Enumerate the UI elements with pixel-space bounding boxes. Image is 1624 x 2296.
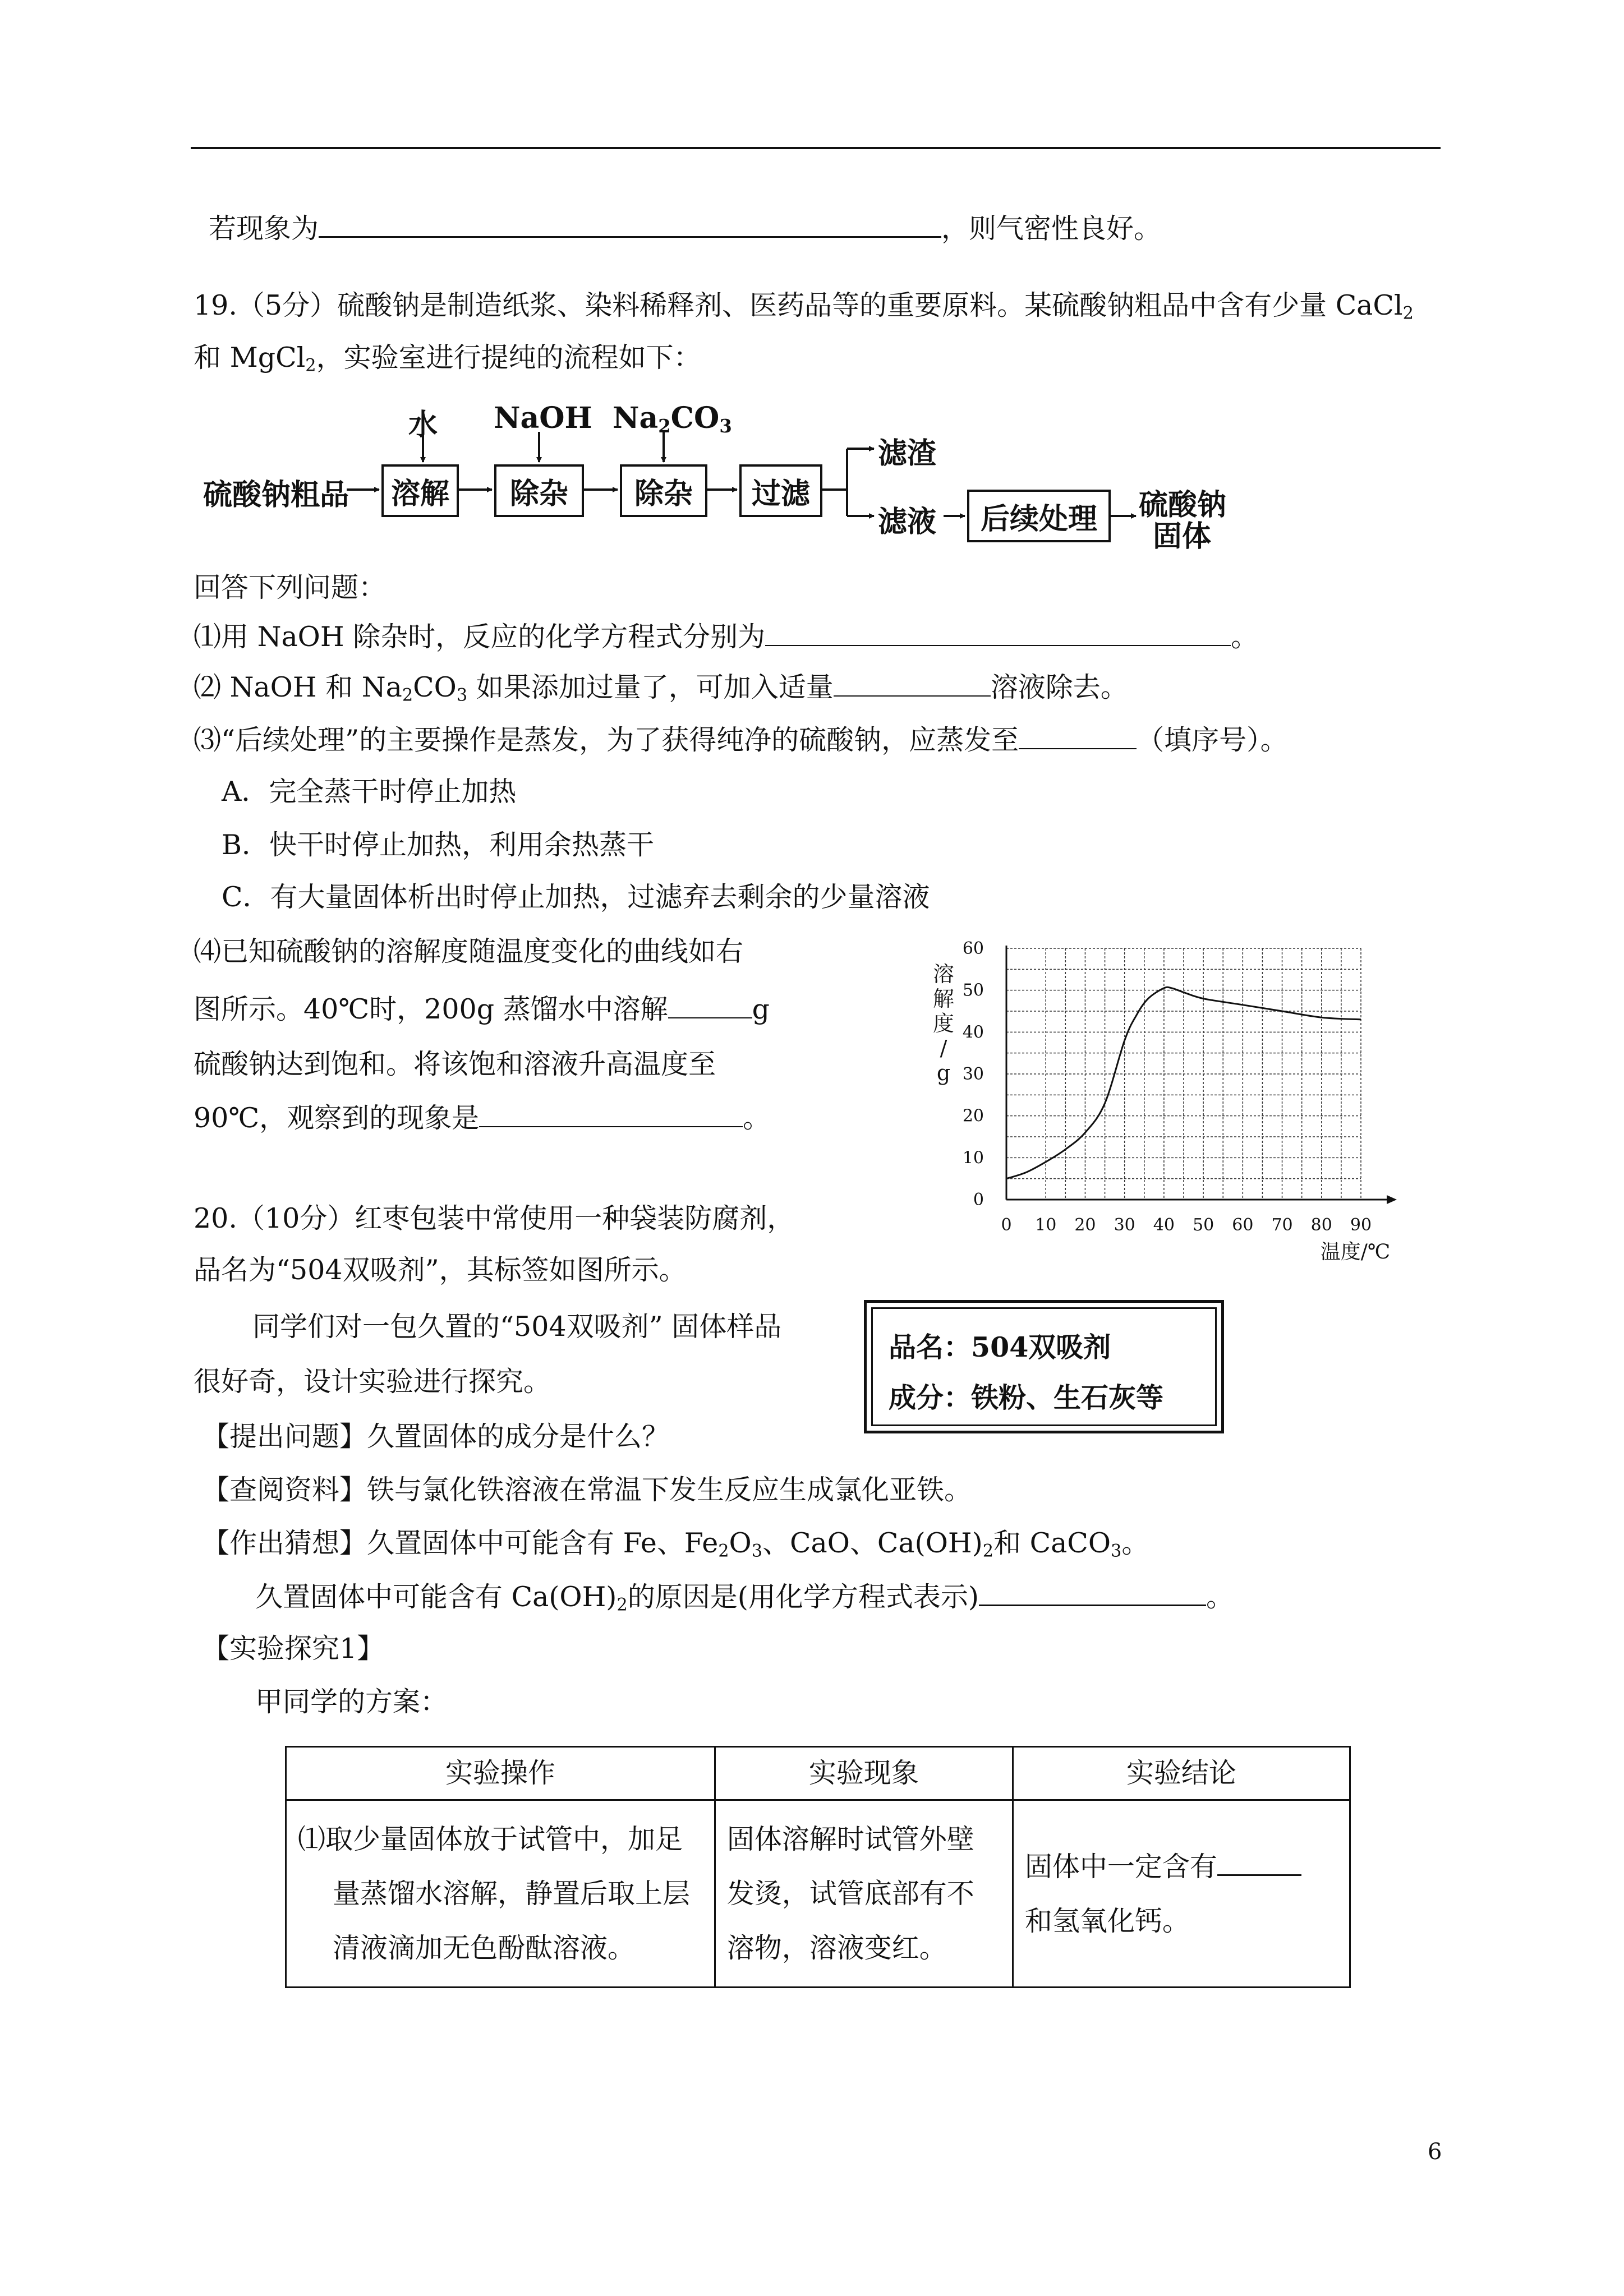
cell-conclusion: 固体中一定含有 和氢氧化钙。 <box>1013 1800 1350 1988</box>
header-conclusion: 实验结论 <box>1013 1747 1350 1800</box>
answer-intro: 回答下列问题： <box>194 571 387 603</box>
q19-part2: ⑵ NaOH 和 $Na_2CO_3$ 如果添加过量了，可加入适量 溶液除去。 <box>194 671 1128 706</box>
q20-reason: 久置固体中可能含有 $Ca(OH)_2$的原因是(用化学方程式表示) 。 <box>255 1581 1234 1615</box>
label-name: 品名：504双吸剂 <box>889 1331 1111 1363</box>
q20-exp1-title: 【实验探究1】 <box>202 1633 385 1665</box>
q20-line4: 很好奇，设计实验进行探究。 <box>194 1366 551 1398</box>
y-tick-label: 50 <box>962 980 984 1001</box>
cell-operation: ⑴取少量固体放于试管中，加足 量蒸馏水溶解，静置后取上层 清液滴加无色酚酞溶液。 <box>286 1800 715 1988</box>
option-b: B．快干时停止加热，利用余热蒸干 <box>222 829 655 861</box>
x-tick-label: 10 <box>1035 1215 1057 1235</box>
flow-box-post: 后续处理 <box>967 490 1111 542</box>
q19-part3: ⑶“后续处理”的主要操作是蒸发，为了获得纯净的硫酸钠，应蒸发至 （填序号）。 <box>194 724 1288 756</box>
option-c: C．有大量固体析出时停止加热，过滤弃去剩余的少量溶液 <box>222 881 930 913</box>
q19-part4-line3: 硫酸钠达到饱和。将该饱和溶液升高温度至 <box>194 1048 716 1080</box>
product-label <box>864 1300 1224 1433</box>
option-a: A．完全蒸干时停止加热 <box>222 776 517 808</box>
prev-question-line: 若现象为 ，则气密性良好。 <box>209 213 1162 245</box>
reagent-naoh: NaOH <box>494 401 592 435</box>
flow-box-filter: 过滤 <box>739 464 822 517</box>
q20-line2: 品名为“504双吸剂”，其标签如图所示。 <box>194 1254 687 1286</box>
q20-plan: 甲同学的方案： <box>255 1686 448 1718</box>
page-number: 6 <box>1428 2139 1442 2165</box>
y-axis-label-char: g <box>936 1061 951 1085</box>
y-axis-label-char: 溶 <box>932 962 955 986</box>
x-tick-label: 50 <box>1193 1215 1214 1235</box>
y-axis-label-char: / <box>940 1036 947 1061</box>
flow-product-1: 硫酸钠 <box>1139 488 1227 522</box>
y-axis-label-char: 度 <box>932 1011 955 1036</box>
y-axis-label-char: 解 <box>932 986 955 1011</box>
q19-part4-line1: ⑷已知硫酸钠的溶解度随温度变化的曲线如右 <box>194 935 744 967</box>
x-tick-label: 40 <box>1153 1215 1175 1235</box>
q19-line2: 和 MgCl$_2$，实验室进行提纯的流程如下： <box>194 342 701 376</box>
q20-line1: 20.（10分）红枣包装中常使用一种袋装防腐剂， <box>194 1202 795 1234</box>
flow-start: 硫酸钠粗品 <box>203 478 349 512</box>
experiment-table <box>285 1746 1351 1988</box>
table-row <box>286 1800 1350 1988</box>
q20-hypothesis: 【作出猜想】久置固体中可能含有 Fe、$Fe_2O_3$、CaO、$Ca(OH)_2$和 CaCO$_3$。 <box>202 1527 1149 1561</box>
y-tick-label: 60 <box>962 939 984 958</box>
flow-arrows <box>0 0 1624 617</box>
cell-observation: 固体溶解时试管外壁 发烫，试管底部有不 溶物，溶液变红。 <box>715 1800 1013 1988</box>
q19-part4-line4: 90℃，观察到的现象是 。 <box>194 1102 771 1134</box>
label-composition: 成分：铁粉、生石灰等 <box>889 1381 1164 1414</box>
flow-residue: 滤渣 <box>878 436 937 471</box>
reagent-na2co3: $Na_2CO_3$ <box>613 401 732 437</box>
x-tick-label: 20 <box>1074 1215 1096 1235</box>
y-tick-label: 0 <box>973 1190 984 1210</box>
flow-product-2: 固体 <box>1153 519 1212 554</box>
x-tick-label: 80 <box>1310 1215 1332 1235</box>
q19-line1: 19.（5分）硫酸钠是制造纸浆、染料稀释剂、医药品等的重要原料。某硫酸钠粗品中含有少量 CaCl$_2$ <box>194 289 1414 324</box>
x-axis-label: 温度/℃ <box>1320 1241 1391 1262</box>
x-tick-label: 70 <box>1271 1215 1293 1235</box>
q19-part1: ⑴用 NaOH 除杂时，反应的化学方程式分别为 。 <box>194 621 1259 653</box>
y-tick-label: 40 <box>962 1022 984 1043</box>
x-axis-arrow <box>1387 1195 1397 1204</box>
x-tick-label: 30 <box>1114 1215 1135 1235</box>
q20-line3: 同学们对一包久置的“504双吸剂” 固体样品 <box>252 1311 782 1343</box>
y-tick-label: 10 <box>962 1148 984 1168</box>
x-tick-label: 60 <box>1232 1215 1254 1235</box>
header-operation: 实验操作 <box>286 1747 715 1800</box>
table-header-row <box>286 1747 1350 1800</box>
y-tick-label: 20 <box>962 1106 984 1126</box>
flow-box-dissolve: 溶解 <box>381 464 459 517</box>
q20-question: 【提出问题】久置固体的成分是什么？ <box>202 1421 670 1453</box>
header-observation: 实验现象 <box>715 1747 1013 1800</box>
solubility-chart <box>898 897 1402 1262</box>
y-tick-label: 30 <box>962 1064 984 1084</box>
flow-filtrate: 滤液 <box>878 505 937 539</box>
x-tick-label: 0 <box>1001 1215 1012 1235</box>
reagent-water: 水 <box>408 408 438 442</box>
x-tick-label: 90 <box>1350 1215 1372 1235</box>
q19-part4-line2: 图所示。40℃时，200g 蒸馏水中溶解 g <box>194 993 770 1025</box>
q20-reference: 【查阅资料】铁与氯化铁溶液在常温下发生反应生成氯化亚铁。 <box>202 1474 972 1506</box>
flow-box-remove1: 除杂 <box>494 464 584 517</box>
flow-box-remove2: 除杂 <box>620 464 707 517</box>
